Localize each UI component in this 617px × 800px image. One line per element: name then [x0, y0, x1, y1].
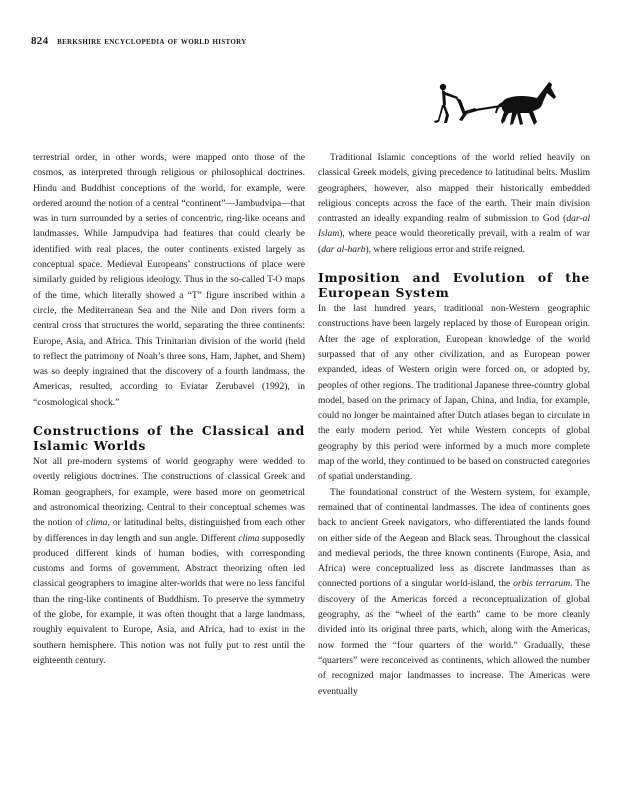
left-column — [33, 150, 305, 668]
paragraph: The foundational construct of the Western system, for example, remained that of continental landmasses. The idea of continents goes back to ancient Greek navigators, who differentiated the lands found on either side of the Aegean and Black seas. Throughout the classical and medieval periods, the three known continents (Europe, Asia, and Africa) were conceptualized less as discrete landmasses than as connected portions of a singular world-island, the orbis terrarum. The discovery of the Americas forced a reconceptualization of global geography, as the “wheel of the earth” came to be more cleanly divided into its original three parts, which, along with the Americas, now formed the “four quarters of the world.” Gradually, these “quarters” were reconceived as continents, which allowed the number of recognized major landmasses to increase. The Americas were eventually — [318, 486, 590, 697]
running-title: berkshire encyclopedia of world history — [57, 36, 247, 47]
running-head — [31, 35, 247, 47]
paragraph: Traditional Islamic conceptions of the world relied heavily on classical Greek models, giving precedence to latitudinal belts. Muslim geographers, however, also mapped their historically embedded religious concepts across the face of the earth. Their main division contrasted an ideally expanding realm of submission to God (dar-al Islam), where peace would theoretically prevail, with a realm of war (dar al-harb), where religious error and strife reigned. — [318, 152, 590, 255]
section-heading: Constructions of the Classical and Islamic Worlds — [33, 423, 305, 453]
paragraph: terrestrial order, in other words, were mapped onto those of the cosmos, as interpreted through religious or philosophical doctrines. Hindu and Buddhist conceptions of the world, for example, were ordered around the notion of a central “continent”—Jambudvipa—that was in turn surrounded by a series of concentric, ring-like oceans and landmasses. While Jampudvipa had features that could clearly be identified with real places, the outer continents existed largely as conceptual space. Medieval Europeans’ constructions of place were similarly guided by religious ideology. Thus in the so-called T-O maps of the time, which literally showed a “T” figure inscribed within a circle, the Mediterranean Sea and the Nile and Don rivers form a central cross that structures the world, separating the three continents: Europe, Asia, and Africa. This Trinitarian division of the world (held to reflect the patrimony of Noah’s three sons, Ham, Japhet, and Shem) was so deeply ingrained that the discovery of a fourth landmass, the Americas, resulted, according to Eviatar Zerubavel (1992), in “cosmological shock.” — [33, 152, 305, 408]
paragraph: In the last hundred years, traditional non-Western geographic constructions have been largely replaced by those of European origin. After the age of exploration, European knowledge of the world surpassed that of any other civilization, and as European power expanded, ideas of Western origin were forced on, or adopted by, peoples of other regions. The traditional Japanese three-country global model, based on the primacy of Japan, China, and India, for example, could no longer be maintained after Dutch atlases began to circulate in the early modern period. Yet while Western concepts of global geography by this period were informed by a much more complete map of the world, they continued to be based on constructed categories of spatial understanding. — [318, 303, 590, 483]
right-column — [318, 150, 590, 699]
section-heading: Imposition and Evolution of the European System — [318, 270, 590, 300]
ploughman-with-horse-icon — [425, 78, 565, 130]
paragraph: Not all pre-modern systems of world geography were wedded to overtly religious doctrines. The constructions of classical Greek and Roman geographers, for example, were based more on geometrical and astronomical theorizing. Central to their conceptual schemes was the notion of clima, or latitudinal belts, distinguished from each other by differences in day length and sun angle. Different clima supposedly produced different kinds of human bodies, with corresponding customs and forms of government. Abstract theorizing often led classical geographers to imagine alter-worlds that were no less fanciful than the ring-like continents of Buddhism. To preserve the symmetry of the globe, for example, it was often thought that a large landmass, roughly equivalent to Europe, Asia, and Africa, had to exist in the southern hemisphere. This notion was not fully put to rest until the eighteenth century. — [33, 456, 306, 666]
page-number: 824 — [31, 35, 49, 47]
